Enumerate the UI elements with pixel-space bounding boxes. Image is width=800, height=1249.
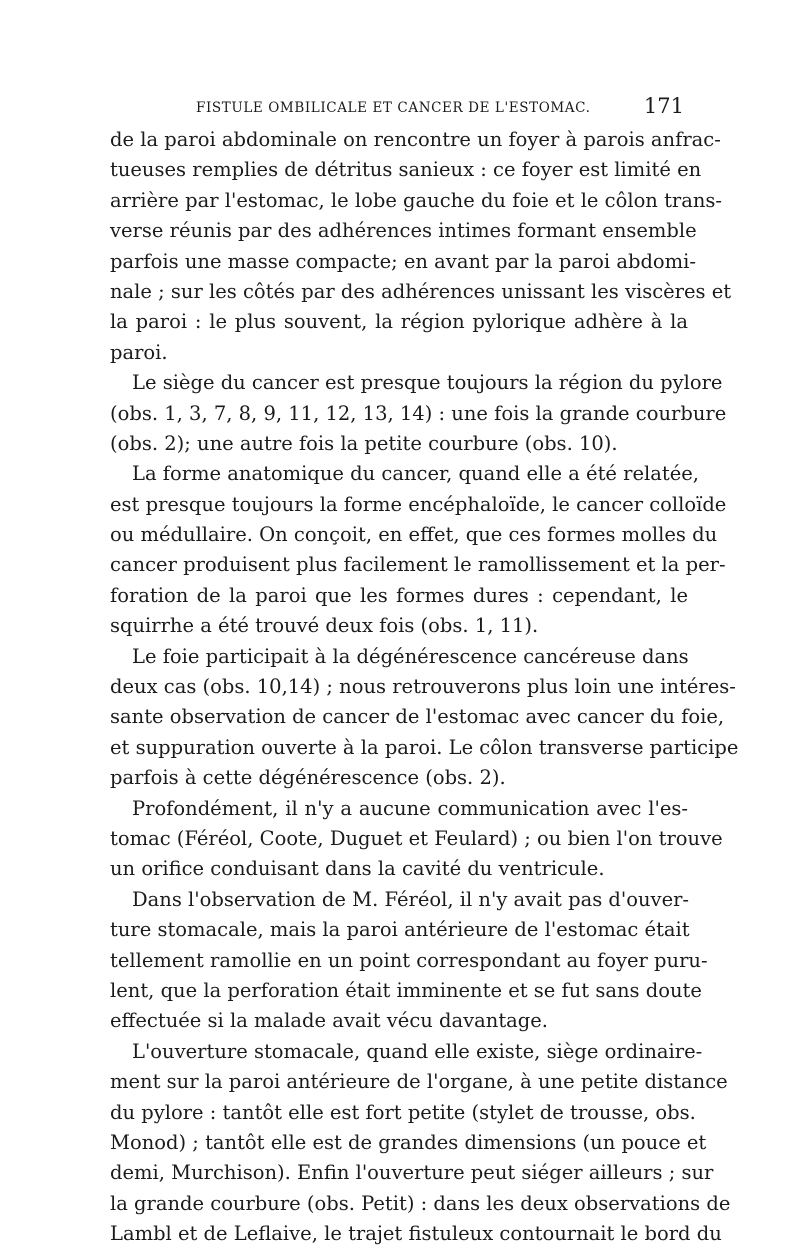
text-line: deux cas (obs. 10,14) ; nous retrouverons plus loin une intéres- bbox=[110, 675, 736, 699]
text-line: Profondément, il n'y a aucune communication avec l'es- bbox=[132, 796, 688, 820]
text-line: paroi. bbox=[110, 340, 168, 364]
text-line: du pylore : tantôt elle est fort petite (stylet de trousse, obs. bbox=[110, 1100, 696, 1124]
text-line: nale ; sur les côtés par des adhérences unissant les viscères et bbox=[110, 279, 732, 303]
text-line: (obs. 2); une autre fois la petite courbure (obs. 10). bbox=[110, 431, 618, 455]
text-line: sante observation de cancer de l'estomac avec cancer du foie, bbox=[110, 705, 725, 729]
running-head bbox=[110, 94, 684, 120]
text-line: est presque toujours la forme encéphaloïde, le cancer colloïde bbox=[110, 492, 727, 516]
text-line: La forme anatomique du cancer, quand elle a été relatée, bbox=[132, 462, 699, 486]
text-line: Dans l'observation de M. Féréol, il n'y avait pas d'ouver- bbox=[132, 887, 690, 911]
text-line: cancer produisent plus facilement le ramollissement et la per- bbox=[110, 553, 726, 577]
text-line: ou médullaire. On conçoit, en effet, que ces formes molles du bbox=[110, 523, 718, 547]
text-line: foration de la paroi que les formes dures : cependant, le bbox=[110, 583, 688, 607]
text-line: effectuée si la malade avait vécu davantage. bbox=[110, 1009, 548, 1033]
text-line: parfois une masse compacte; en avant par la paroi abdomi- bbox=[110, 249, 696, 273]
text-line: un orifice conduisant dans la cavité du ventricule. bbox=[110, 857, 605, 881]
text-line: tellement ramollie en un point correspondant au foyer puru- bbox=[110, 948, 708, 972]
text-line: demi, Murchison). Enfin l'ouverture peut siéger ailleurs ; sur bbox=[110, 1161, 714, 1185]
text-line: verse réunis par des adhérences intimes formant ensemble bbox=[110, 219, 697, 243]
text-line: tomac (Féréol, Coote, Duguet et Feulard) ; ou bien l'on trouve bbox=[110, 826, 723, 850]
text-line: de la paroi abdominale on rencontre un foyer à parois anfrac- bbox=[110, 128, 721, 151]
text-line: Le foie participait à la dégénérescence cancéreuse dans bbox=[132, 644, 689, 668]
text-line: Lambl et de Leflaive, le trajet fistuleux contournait le bord du bbox=[110, 1222, 722, 1246]
text-line: (obs. 1, 3, 7, 8, 9, 11, 12, 13, 14) : une fois la grande courbure bbox=[110, 401, 727, 425]
text-line: ture stomacale, mais la paroi antérieure de l'estomac était bbox=[110, 918, 690, 942]
text-line: arrière par l'estomac, le lobe gauche du foie et le côlon trans- bbox=[110, 188, 723, 212]
text-line: lent, que la perforation était imminente et se fut sans doute bbox=[110, 978, 702, 1002]
text-line: la grande courbure (obs. Petit) : dans les deux observations de bbox=[110, 1191, 731, 1215]
text-line: L'ouverture stomacale, quand elle existe, siège ordinaire- bbox=[132, 1039, 703, 1063]
text-line: parfois à cette dégénérescence (obs. 2). bbox=[110, 766, 506, 790]
running-title: FISTULE OMBILICALE ET CANCER DE L'ESTOMAC. bbox=[196, 100, 591, 116]
text-line: Le siège du cancer est presque toujours la région du pylore bbox=[132, 371, 723, 395]
page-number: 171 bbox=[643, 94, 684, 118]
text-line: la paroi : le plus souvent, la région pylorique adhère à la bbox=[110, 310, 688, 334]
text-line: et suppuration ouverte à la paroi. Le côlon transverse participe bbox=[110, 735, 739, 759]
body-text bbox=[110, 125, 739, 1249]
text-line: Monod) ; tantôt elle est de grandes dimensions (un pouce et bbox=[110, 1130, 707, 1154]
text-line: tueuses remplies de détritus sanieux : ce foyer est limité en bbox=[110, 158, 702, 182]
text-line: ment sur la paroi antérieure de l'organe, à une petite distance bbox=[110, 1070, 728, 1094]
text-line: squirrhe a été trouvé deux fois (obs. 1, 11). bbox=[110, 614, 539, 638]
